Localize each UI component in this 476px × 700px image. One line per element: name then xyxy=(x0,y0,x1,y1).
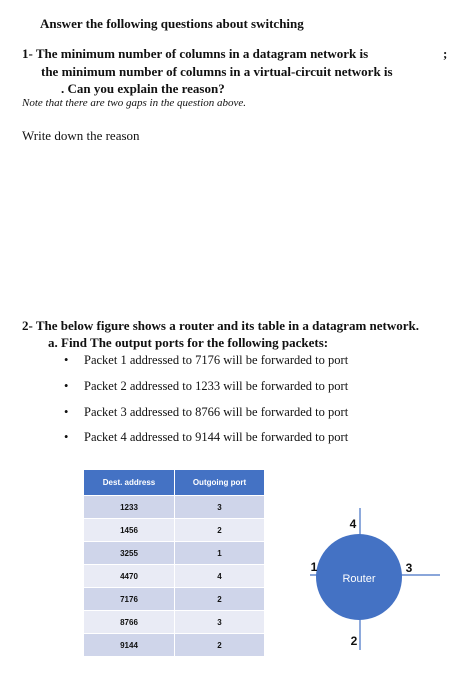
port-label-4: 4 xyxy=(349,517,357,531)
outgoing-port-cell: 1 xyxy=(175,542,265,565)
bullet-text: Packet 2 addressed to 1233 will be forwarded to port xyxy=(84,379,349,393)
question-1-note: Note that there are two gaps in the question above. xyxy=(22,97,247,109)
port-label-1: 1 xyxy=(310,560,318,574)
bullet-dot-icon: • xyxy=(64,430,69,444)
outgoing-port-cell: 3 xyxy=(175,611,265,634)
header-dest-address: Dest. address xyxy=(84,470,175,496)
bullet-packet-2 xyxy=(64,379,348,394)
table-row xyxy=(84,542,265,565)
bullet-dot-icon: • xyxy=(64,405,69,419)
table-row xyxy=(84,611,265,634)
question-2-line-1: 2- The below figure shows a router and its table in a datagram network. xyxy=(22,318,419,333)
dest-address-cell: 4470 xyxy=(84,565,175,588)
table-header-row xyxy=(84,470,265,496)
table-row xyxy=(84,588,265,611)
bullet-text: Packet 4 addressed to 9144 will be forwarded to port xyxy=(84,430,349,444)
dest-address-cell: 1456 xyxy=(84,519,175,542)
bullet-text: Packet 3 addressed to 8766 will be forwarded to port xyxy=(84,405,349,419)
bullet-packet-3 xyxy=(64,405,348,420)
table-row xyxy=(84,565,265,588)
bullet-packet-4 xyxy=(64,430,348,445)
bullet-dot-icon: • xyxy=(64,353,69,367)
router-label: Router xyxy=(342,573,376,585)
outgoing-port-cell: 4 xyxy=(175,565,265,588)
outgoing-port-cell: 2 xyxy=(175,634,265,657)
dest-address-cell: 1233 xyxy=(84,496,175,519)
table-row xyxy=(84,634,265,657)
question-1-semicolon: ; xyxy=(443,46,448,61)
table-row xyxy=(84,519,265,542)
heading: Answer the following questions about switching xyxy=(40,16,304,31)
question-1-line-1: 1- The minimum number of columns in a datagram network is xyxy=(22,46,369,61)
port-label-2: 2 xyxy=(350,634,358,648)
port-label-3: 3 xyxy=(405,561,413,575)
bullet-text: Packet 1 addressed to 7176 will be forwarded to port xyxy=(84,353,349,367)
write-reason-prompt: Write down the reason xyxy=(22,128,140,143)
outgoing-port-cell: 3 xyxy=(175,496,265,519)
outgoing-port-cell: 2 xyxy=(175,519,265,542)
question-2-subquestion-a: a. Find The output ports for the following packets: xyxy=(48,335,329,350)
routing-table xyxy=(83,469,265,657)
table-row xyxy=(84,496,265,519)
outgoing-port-cell: 2 xyxy=(175,588,265,611)
bullet-packet-1 xyxy=(64,353,348,368)
bullet-dot-icon: • xyxy=(64,379,69,393)
dest-address-cell: 3255 xyxy=(84,542,175,565)
question-1-line-3: . Can you explain the reason? xyxy=(61,81,225,96)
dest-address-cell: 9144 xyxy=(84,634,175,657)
header-outgoing-port: Outgoing port xyxy=(175,470,265,496)
router-diagram xyxy=(300,500,450,660)
dest-address-cell: 8766 xyxy=(84,611,175,634)
question-1-line-2: the minimum number of columns in a virtual-circuit network is xyxy=(41,64,393,79)
dest-address-cell: 7176 xyxy=(84,588,175,611)
